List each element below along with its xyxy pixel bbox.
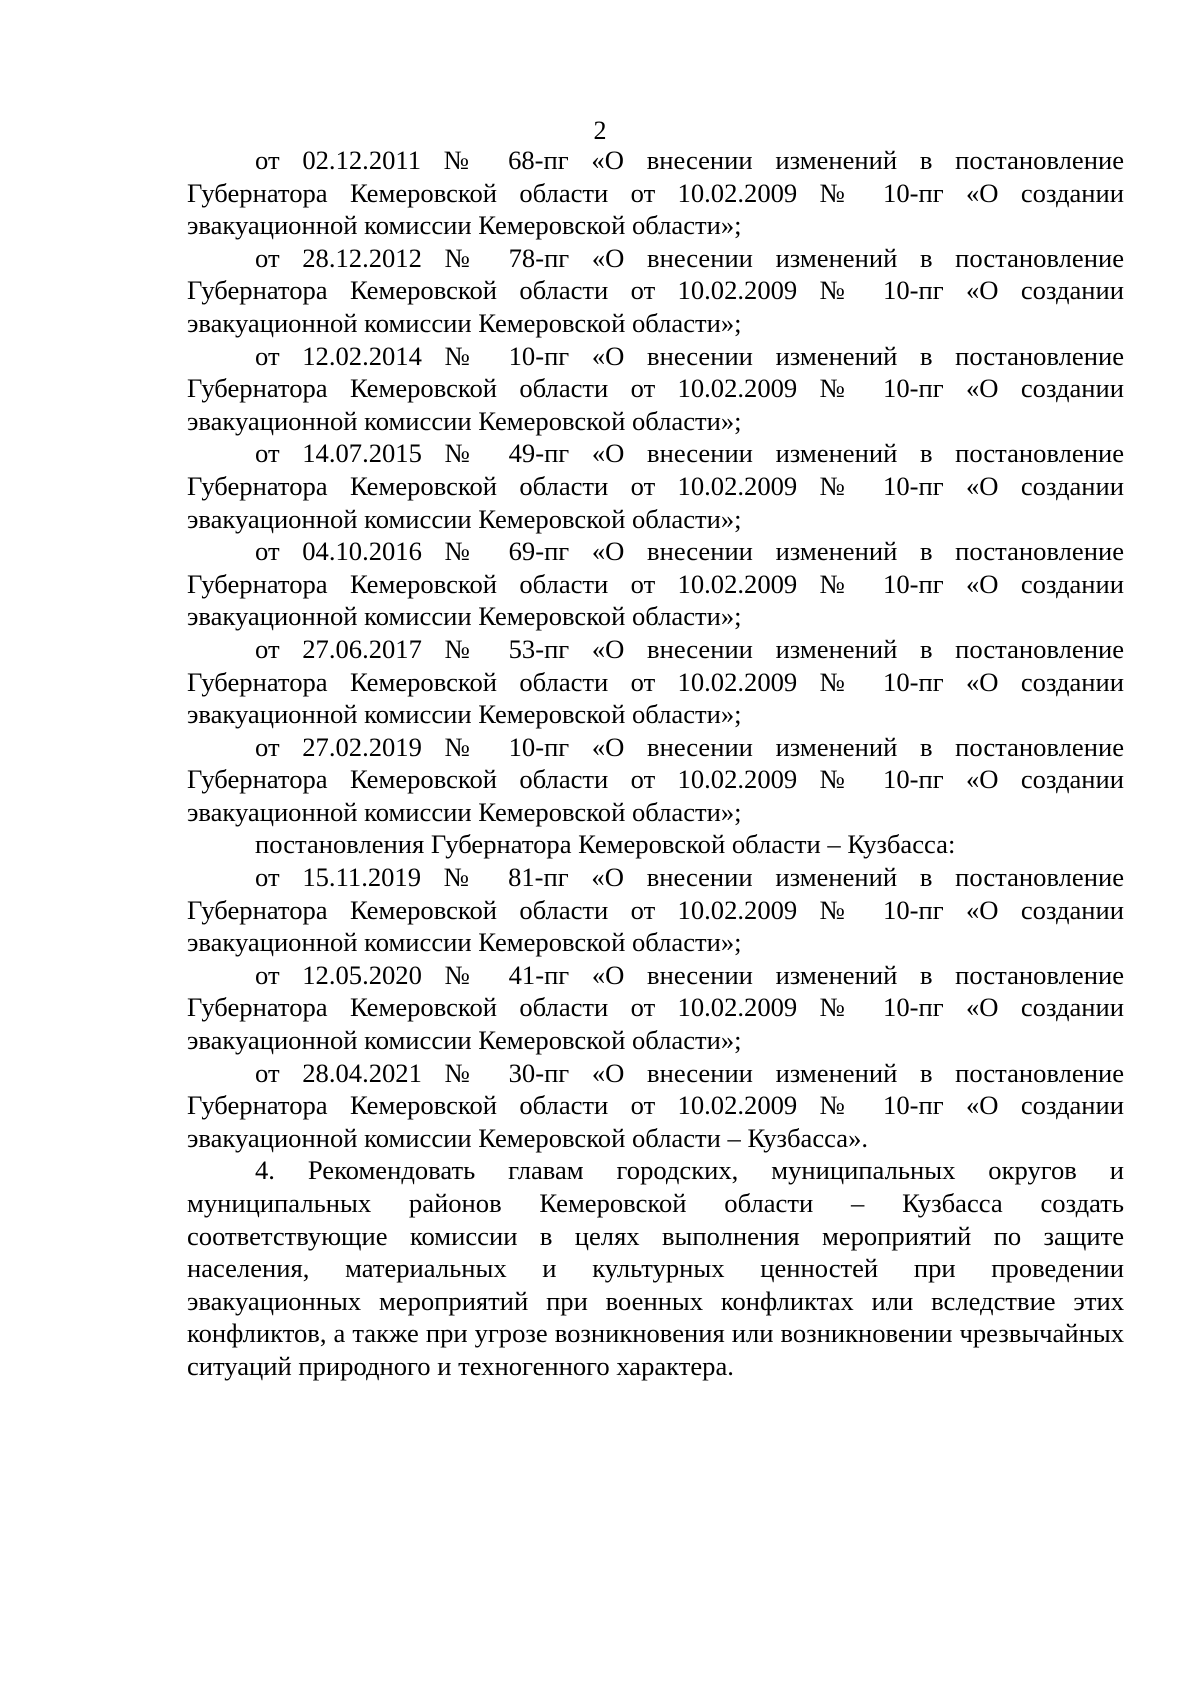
paragraph-amendment-2017: от 27.06.2017 № 53-пг «О внесении изменений в постановление Губернатора Кемеровской области от 10.02.2009 № 10-пг «О создании эвакуационной комиссии Кемеровской области»; — [187, 633, 1124, 730]
document-body — [187, 144, 1124, 1383]
paragraph-item-4-recommendation: 4. Рекомендовать главам городских, муниципальных округов и муниципальных районов Кемеровской области – Кузбасса создать соответствующие комиссии в целях выполнения мероприятий по защите населения, материальных и культурных ценностей при проведении эвакуационных мероприятий при военных конфликтах или вследствие этих конфликтов, а также при угрозе возникновения или возникновении чрезвычайных ситуаций природного и техногенного характера. — [187, 1155, 1124, 1381]
paragraph-amendment-2012: от 28.12.2012 № 78-пг «О внесении изменений в постановление Губернатора Кемеровской области от 10.02.2009 № 10-пг «О создании эвакуационной комиссии Кемеровской области»; — [187, 242, 1124, 338]
page-number: 2 — [593, 116, 607, 145]
paragraph-amendment-2015: от 14.07.2015 № 49-пг «О внесении изменений в постановление Губернатора Кемеровской области от 10.02.2009 № 10-пг «О создании эвакуационной комиссии Кемеровской области»; — [187, 438, 1124, 534]
paragraph-amendment-2019-nov: от 15.11.2019 № 81-пг «О внесении изменений в постановление Губернатора Кемеровской области от 10.02.2009 № 10-пг «О создании эвакуационной комиссии Кемеровской области»; — [187, 862, 1124, 958]
paragraph-kuzbass-header: постановления Губернатора Кемеровской области – Кузбасса: — [255, 829, 956, 860]
paragraph-amendment-2014: от 12.02.2014 № 10-пг «О внесении изменений в постановление Губернатора Кемеровской области от 10.02.2009 № 10-пг «О создании эвакуационной комиссии Кемеровской области»; — [187, 340, 1124, 436]
paragraph-amendment-2019-feb: от 27.02.2019 № 10-пг «О внесении изменений в постановление Губернатора Кемеровской области от 10.02.2009 № 10-пг «О создании эвакуационной комиссии Кемеровской области»; — [187, 731, 1124, 827]
paragraph-amendment-2016: от 04.10.2016 № 69-пг «О внесении изменений в постановление Губернатора Кемеровской области от 10.02.2009 № 10-пг «О создании эвакуационной комиссии Кемеровской области»; — [187, 536, 1124, 632]
paragraph-amendment-2021: от 28.04.2021 № 30-пг «О внесении изменений в постановление Губернатора Кемеровской области от 10.02.2009 № 10-пг «О создании эвакуационной комиссии Кемеровской области – Кузбасса». — [187, 1057, 1124, 1153]
paragraph-amendment-2020: от 12.05.2020 № 41-пг «О внесении изменений в постановление Губернатора Кемеровской области от 10.02.2009 № 10-пг «О создании эвакуационной комиссии Кемеровской области»; — [187, 959, 1124, 1056]
paragraph-amendment-2011: от 02.12.2011 № 68-пг «О внесении изменений в постановление Губернатора Кемеровской области от 10.02.2009 № 10-пг «О создании эвакуационной комиссии Кемеровской области»; — [187, 145, 1124, 241]
